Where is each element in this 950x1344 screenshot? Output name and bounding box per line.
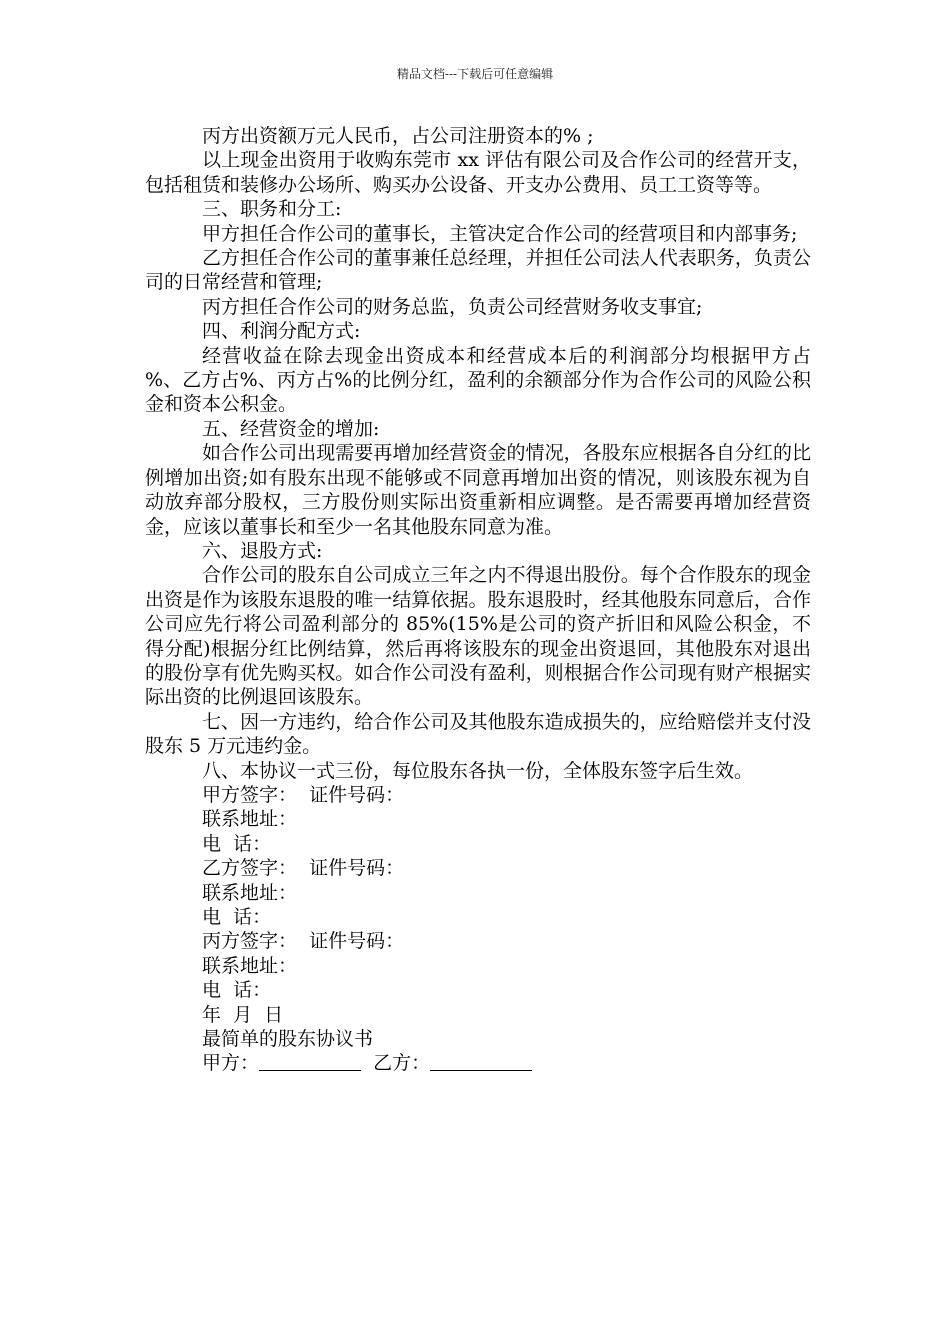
party-b-address-line: 联系地址：	[202, 881, 298, 904]
page-header: 精品文档---下载后可任意编辑	[396, 67, 554, 81]
section-heading-duties: 三、职务和分工:	[202, 198, 342, 221]
party-a-label: 甲方：	[202, 1052, 260, 1075]
date-line: 年 月 日	[202, 1003, 284, 1026]
document-body	[145, 124, 818, 1076]
party-a-address-line: 联系地址：	[202, 808, 298, 831]
section-heading-withdrawal: 六、退股方式:	[202, 539, 323, 562]
party-c-phone-line: 电 话：	[202, 979, 272, 1002]
paragraph-party-b-duty: 乙方担任合作公司的董事兼任总经理，并担任公司法人代表职务，负责公司的日常经营和管理;	[145, 247, 811, 294]
section-heading-profit: 四、利润分配方式:	[202, 320, 361, 343]
party-a-phone-line: 电 话：	[202, 832, 272, 855]
paragraph-breach: 七、因一方违约，给合作公司及其他股东造成损失的，应给赔偿并支付没股东 5 万元违约金。	[145, 710, 811, 758]
party-b-blank	[430, 1052, 532, 1071]
paragraph-party-c-capital: 丙方出资额万元人民币，占公司注册资本的% ;	[202, 125, 594, 147]
section-heading-capital-increase: 五、经营资金的增加:	[202, 417, 380, 440]
party-b-signature-line: 乙方签字： 证件号码：	[202, 857, 405, 880]
party-a-blank	[259, 1052, 361, 1071]
party-blanks-line	[145, 1051, 811, 1075]
party-b-label: 乙方：	[373, 1052, 431, 1075]
paragraph-cash-usage: 以上现金出资用于收购东莞市 xx 评估有限公司及合作公司的经营开支，包括租赁和装修办公场所、购买办公设备、开支办公费用、员工工资等等。	[145, 149, 811, 196]
paragraph-party-a-duty: 甲方担任合作公司的董事长，主管决定合作公司的经营项目和内部事务;	[202, 222, 798, 245]
party-c-address-line: 联系地址：	[202, 954, 298, 977]
paragraph-withdrawal: 合作公司的股东自公司成立三年之内不得退出股份。每个合作股东的现金出资是作为该股东退股的唯一结算依据。股东退股时，经其他股东同意后，合作公司应先行将公司盈利部分的 85%(15%是公司的资产折旧和风险公积金，不得分配)根据分红比例结算，然后再将该股东的现金出资退回，其他股东对退出的股份享有优先购买权。如合作公司没有盈利，则根据合作公司现有财产根据实际出资的比例退回该股东。	[145, 564, 811, 709]
party-c-signature-line: 丙方签字： 证件号码：	[202, 930, 405, 953]
next-document-title: 最简单的股东协议书	[202, 1028, 374, 1051]
spacer	[361, 1052, 373, 1074]
paragraph-party-c-duty: 丙方担任合作公司的财务总监，负责公司经营财务收支事宜;	[202, 295, 703, 318]
paragraph-copies: 八、本协议一式三份，每位股东各执一份，全体股东签字后生效。	[202, 759, 754, 782]
party-a-signature-line: 甲方签字： 证件号码：	[202, 783, 405, 806]
party-b-phone-line: 电 话：	[202, 906, 272, 928]
paragraph-capital-increase: 如合作公司出现需要再增加经营资金的情况，各股东应根据各自分红的比例增加出资;如有股东出现不能够或不同意再增加出资的情况，则该股东视为自动放弃部分股权，三方股份则实际出资重新相应调整。是否需要再增加经营资金，应该以董事长和至少一名其他股东同意为准。	[145, 442, 811, 538]
paragraph-profit-distribution: 经营收益在除去现金出资成本和经营成本后的利润部分均根据甲方占 %、乙方占%、丙方占%的比例分红，盈利的余额部分作为合作公司的风险公积金和资本公积金。	[145, 344, 818, 416]
